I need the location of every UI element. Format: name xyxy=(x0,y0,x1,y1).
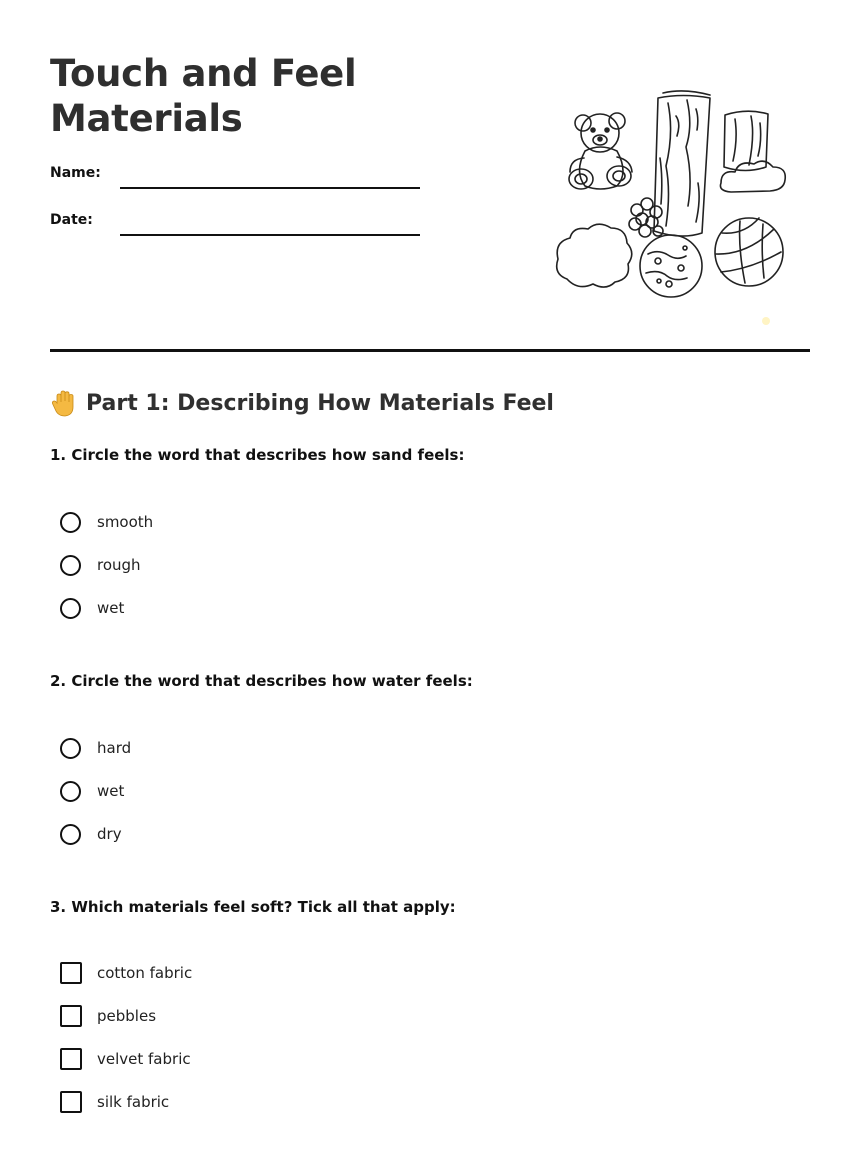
checkbox-square[interactable] xyxy=(60,1005,82,1027)
question-1-option-wet[interactable] xyxy=(60,595,124,621)
option-label: rough xyxy=(97,556,141,574)
option-label: wet xyxy=(97,782,125,800)
date-line[interactable] xyxy=(120,234,420,236)
question-2-option-wet[interactable] xyxy=(60,778,124,804)
cotton-ball-icon xyxy=(557,224,632,287)
question-1: 1. Circle the word that describes how sand feels: xyxy=(50,446,465,464)
section-heading xyxy=(50,389,554,419)
radio-circle[interactable] xyxy=(60,824,81,845)
striped-ball-icon xyxy=(715,218,783,286)
option-label: hard xyxy=(97,739,132,757)
worksheet-title: Touch and Feel Materials xyxy=(50,52,357,140)
option-label: wet xyxy=(97,599,125,617)
option-label: silk fabric xyxy=(97,1093,170,1111)
section-divider xyxy=(50,349,810,352)
checkbox-square[interactable] xyxy=(60,1048,82,1070)
question-3-option-pebbles[interactable] xyxy=(60,1003,156,1029)
question-3-option-cotton-fabric[interactable] xyxy=(60,960,192,986)
checkbox-square[interactable] xyxy=(60,1091,82,1113)
option-label: velvet fabric xyxy=(97,1050,191,1068)
radio-circle[interactable] xyxy=(60,738,81,759)
question-2-option-hard[interactable] xyxy=(60,735,131,761)
option-label: dry xyxy=(97,825,122,843)
textured-ball-icon xyxy=(640,235,702,297)
option-label: cotton fabric xyxy=(97,964,193,982)
question-1-option-rough[interactable] xyxy=(60,552,141,578)
question-3-option-silk-fabric[interactable] xyxy=(60,1089,169,1115)
radio-circle[interactable] xyxy=(60,555,81,576)
radio-circle[interactable] xyxy=(60,598,81,619)
cloud-icon xyxy=(720,161,785,192)
name-field-row xyxy=(50,162,420,190)
hand-icon xyxy=(50,390,78,418)
question-1-option-smooth[interactable] xyxy=(60,509,153,535)
sparkle-dot xyxy=(762,317,770,325)
pebbles-icon xyxy=(629,198,663,237)
question-3: 3. Which materials feel soft? Tick all that apply: xyxy=(50,898,456,916)
option-label: pebbles xyxy=(97,1007,157,1025)
name-label: Name: xyxy=(50,165,101,181)
name-line[interactable] xyxy=(120,187,420,189)
materials-illustration xyxy=(550,88,790,333)
worksheet-page xyxy=(50,0,810,1161)
question-3-option-velvet-fabric[interactable] xyxy=(60,1046,191,1072)
question-2-option-dry[interactable] xyxy=(60,821,122,847)
option-label: smooth xyxy=(97,513,154,531)
radio-circle[interactable] xyxy=(60,512,81,533)
date-label: Date: xyxy=(50,212,93,228)
teddy-bear-icon xyxy=(569,113,632,189)
question-2: 2. Circle the word that describes how water feels: xyxy=(50,672,473,690)
radio-circle[interactable] xyxy=(60,781,81,802)
date-field-row xyxy=(50,209,420,237)
section-title-text: Part 1: Describing How Materials Feel xyxy=(86,391,554,416)
checkbox-square[interactable] xyxy=(60,962,82,984)
